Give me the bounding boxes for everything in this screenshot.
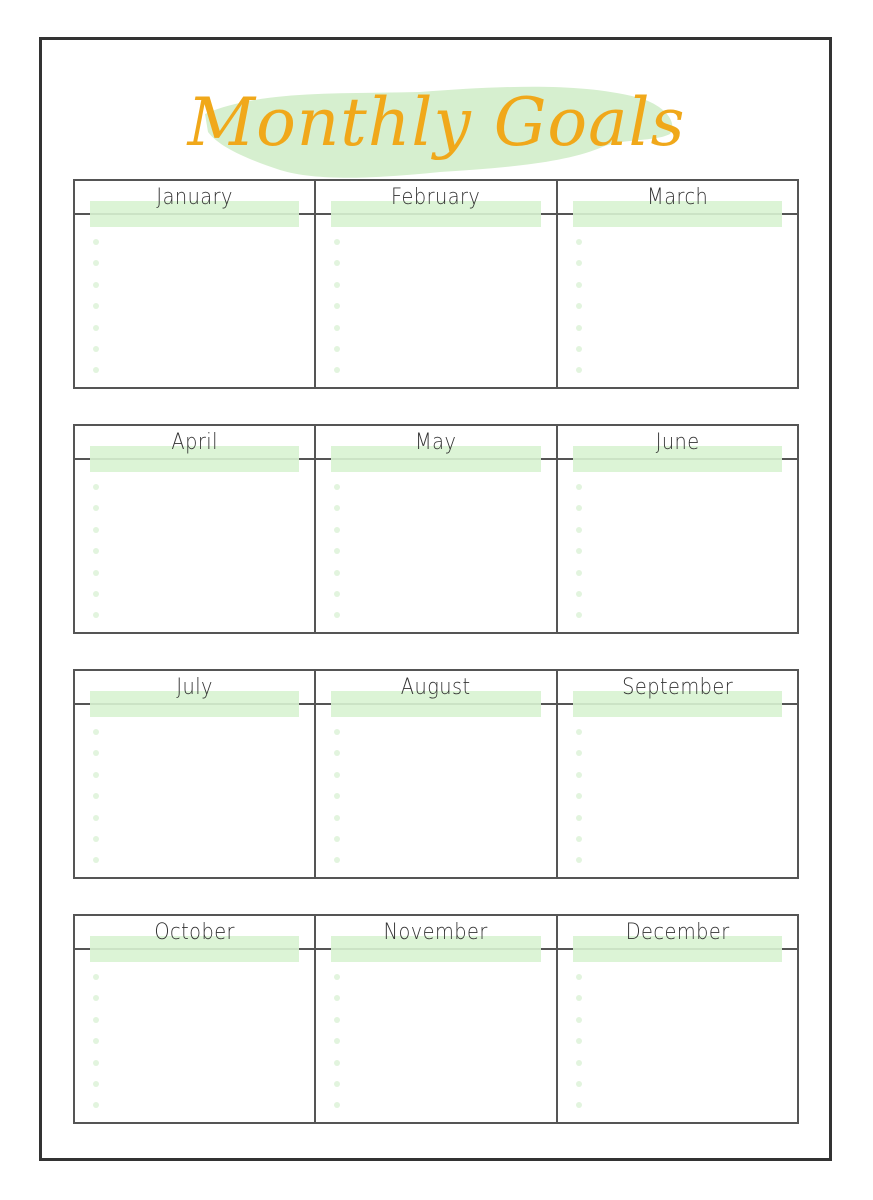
goal-bullet	[576, 815, 582, 821]
goal-bullet	[93, 505, 99, 511]
goal-bullet	[576, 282, 582, 288]
goal-bullet	[334, 1038, 340, 1044]
goal-bullet	[576, 505, 582, 511]
goal-bullet	[576, 260, 582, 266]
goal-bullet	[576, 325, 582, 331]
goal-bullet	[334, 857, 340, 863]
goal-bullet	[576, 857, 582, 863]
goal-bullet	[334, 836, 340, 842]
goal-bullet	[93, 836, 99, 842]
goal-bullet	[93, 815, 99, 821]
goal-bullet	[93, 612, 99, 618]
goal-bullet	[93, 367, 99, 373]
goal-bullet	[334, 1102, 340, 1108]
month-name: March	[646, 185, 708, 210]
goal-bullet-list	[576, 729, 582, 879]
goal-bullet	[576, 548, 582, 554]
goal-bullet	[93, 346, 99, 352]
quarter-row	[73, 179, 799, 389]
goal-bullet	[576, 527, 582, 533]
page-title: Monthly Goals	[187, 84, 686, 161]
goal-bullet	[93, 974, 99, 980]
goal-bullet	[576, 729, 582, 735]
goal-bullet-list	[576, 239, 582, 389]
month-header	[75, 426, 314, 460]
goal-bullet	[334, 325, 340, 331]
goal-bullet	[93, 325, 99, 331]
goal-bullet	[93, 1017, 99, 1023]
month-header	[316, 916, 555, 950]
goal-bullet	[334, 239, 340, 245]
goal-bullet	[93, 282, 99, 288]
month-name: January	[156, 185, 233, 210]
goal-bullet	[93, 527, 99, 533]
month-name: February	[391, 185, 481, 210]
month-box	[556, 181, 797, 387]
quarter-row	[73, 914, 799, 1124]
month-box	[556, 671, 797, 877]
goal-bullet	[576, 484, 582, 490]
goal-bullet	[334, 282, 340, 288]
goal-bullet	[576, 591, 582, 597]
goal-bullet	[334, 591, 340, 597]
goal-bullet	[576, 346, 582, 352]
goal-bullet	[334, 260, 340, 266]
goal-bullet-list	[334, 974, 340, 1124]
goal-bullet-list	[576, 974, 582, 1124]
goal-bullet	[576, 836, 582, 842]
goal-bullet	[576, 1038, 582, 1044]
month-box	[556, 916, 797, 1122]
month-box	[314, 916, 555, 1122]
goal-bullet	[576, 1017, 582, 1023]
month-box	[75, 181, 314, 387]
goal-bullet-list	[576, 484, 582, 634]
month-name: July	[176, 675, 213, 700]
goal-bullet-list	[93, 729, 99, 879]
goal-bullet	[93, 1102, 99, 1108]
goal-bullet	[93, 484, 99, 490]
month-box	[75, 426, 314, 632]
month-header	[75, 181, 314, 215]
goal-bullet-list	[334, 484, 340, 634]
month-header	[558, 671, 797, 705]
goal-bullet	[334, 505, 340, 511]
goal-bullet	[576, 995, 582, 1001]
goal-bullet	[334, 527, 340, 533]
goal-bullet	[334, 570, 340, 576]
goal-bullet	[334, 548, 340, 554]
month-header	[558, 426, 797, 460]
goal-bullet-list	[93, 974, 99, 1124]
month-name: April	[171, 430, 218, 455]
goal-bullet	[576, 239, 582, 245]
goal-bullet	[576, 303, 582, 309]
goal-bullet	[334, 793, 340, 799]
goal-bullet	[576, 793, 582, 799]
quarter-row	[73, 424, 799, 634]
goal-bullet	[576, 750, 582, 756]
goal-bullet	[93, 857, 99, 863]
goal-bullet	[93, 548, 99, 554]
goal-bullet	[93, 729, 99, 735]
goal-bullet	[576, 612, 582, 618]
goal-bullet-list	[93, 484, 99, 634]
month-name: November	[383, 920, 489, 945]
goal-bullet	[93, 591, 99, 597]
month-header	[558, 916, 797, 950]
goal-bullet	[93, 1060, 99, 1066]
month-box	[314, 426, 555, 632]
goal-bullet	[93, 303, 99, 309]
goal-bullet	[93, 772, 99, 778]
goal-bullet	[334, 772, 340, 778]
goal-bullet	[334, 729, 340, 735]
goal-bullet	[93, 1038, 99, 1044]
month-name: October	[154, 920, 235, 945]
goal-bullet-list	[93, 239, 99, 389]
month-header	[316, 671, 555, 705]
month-header	[75, 671, 314, 705]
month-header	[75, 916, 314, 950]
goal-bullet	[334, 484, 340, 490]
goal-bullet	[334, 346, 340, 352]
month-name: May	[415, 430, 457, 455]
goal-bullet	[334, 995, 340, 1001]
goal-bullet	[576, 367, 582, 373]
goal-bullet-list	[334, 729, 340, 879]
month-box	[314, 671, 555, 877]
month-header	[558, 181, 797, 215]
month-name: December	[625, 920, 730, 945]
month-header	[316, 181, 555, 215]
goal-bullet	[334, 750, 340, 756]
goal-bullet	[334, 612, 340, 618]
goal-bullet	[93, 1081, 99, 1087]
goal-bullet	[93, 570, 99, 576]
month-box	[75, 671, 314, 877]
goal-bullet	[334, 1081, 340, 1087]
goal-bullet	[334, 815, 340, 821]
goal-bullet	[576, 1060, 582, 1066]
goal-bullet	[93, 750, 99, 756]
goal-bullet	[334, 1060, 340, 1066]
goal-bullet	[576, 1081, 582, 1087]
goal-bullet	[334, 974, 340, 980]
goal-bullet	[93, 793, 99, 799]
month-box	[75, 916, 314, 1122]
goal-bullet	[576, 772, 582, 778]
goal-bullet	[334, 303, 340, 309]
month-name: August	[401, 675, 471, 700]
goal-bullet	[576, 1102, 582, 1108]
quarter-row	[73, 669, 799, 879]
goal-bullet	[93, 260, 99, 266]
month-box	[314, 181, 555, 387]
goal-bullet	[576, 974, 582, 980]
goal-bullet	[334, 367, 340, 373]
goal-bullet-list	[334, 239, 340, 389]
month-header	[316, 426, 555, 460]
goal-bullet	[93, 239, 99, 245]
title-area	[0, 32, 873, 172]
month-box	[556, 426, 797, 632]
goal-bullet	[93, 995, 99, 1001]
goal-bullet	[576, 570, 582, 576]
month-name: June	[655, 430, 700, 455]
month-name: September	[621, 675, 733, 700]
goal-bullet	[334, 1017, 340, 1023]
